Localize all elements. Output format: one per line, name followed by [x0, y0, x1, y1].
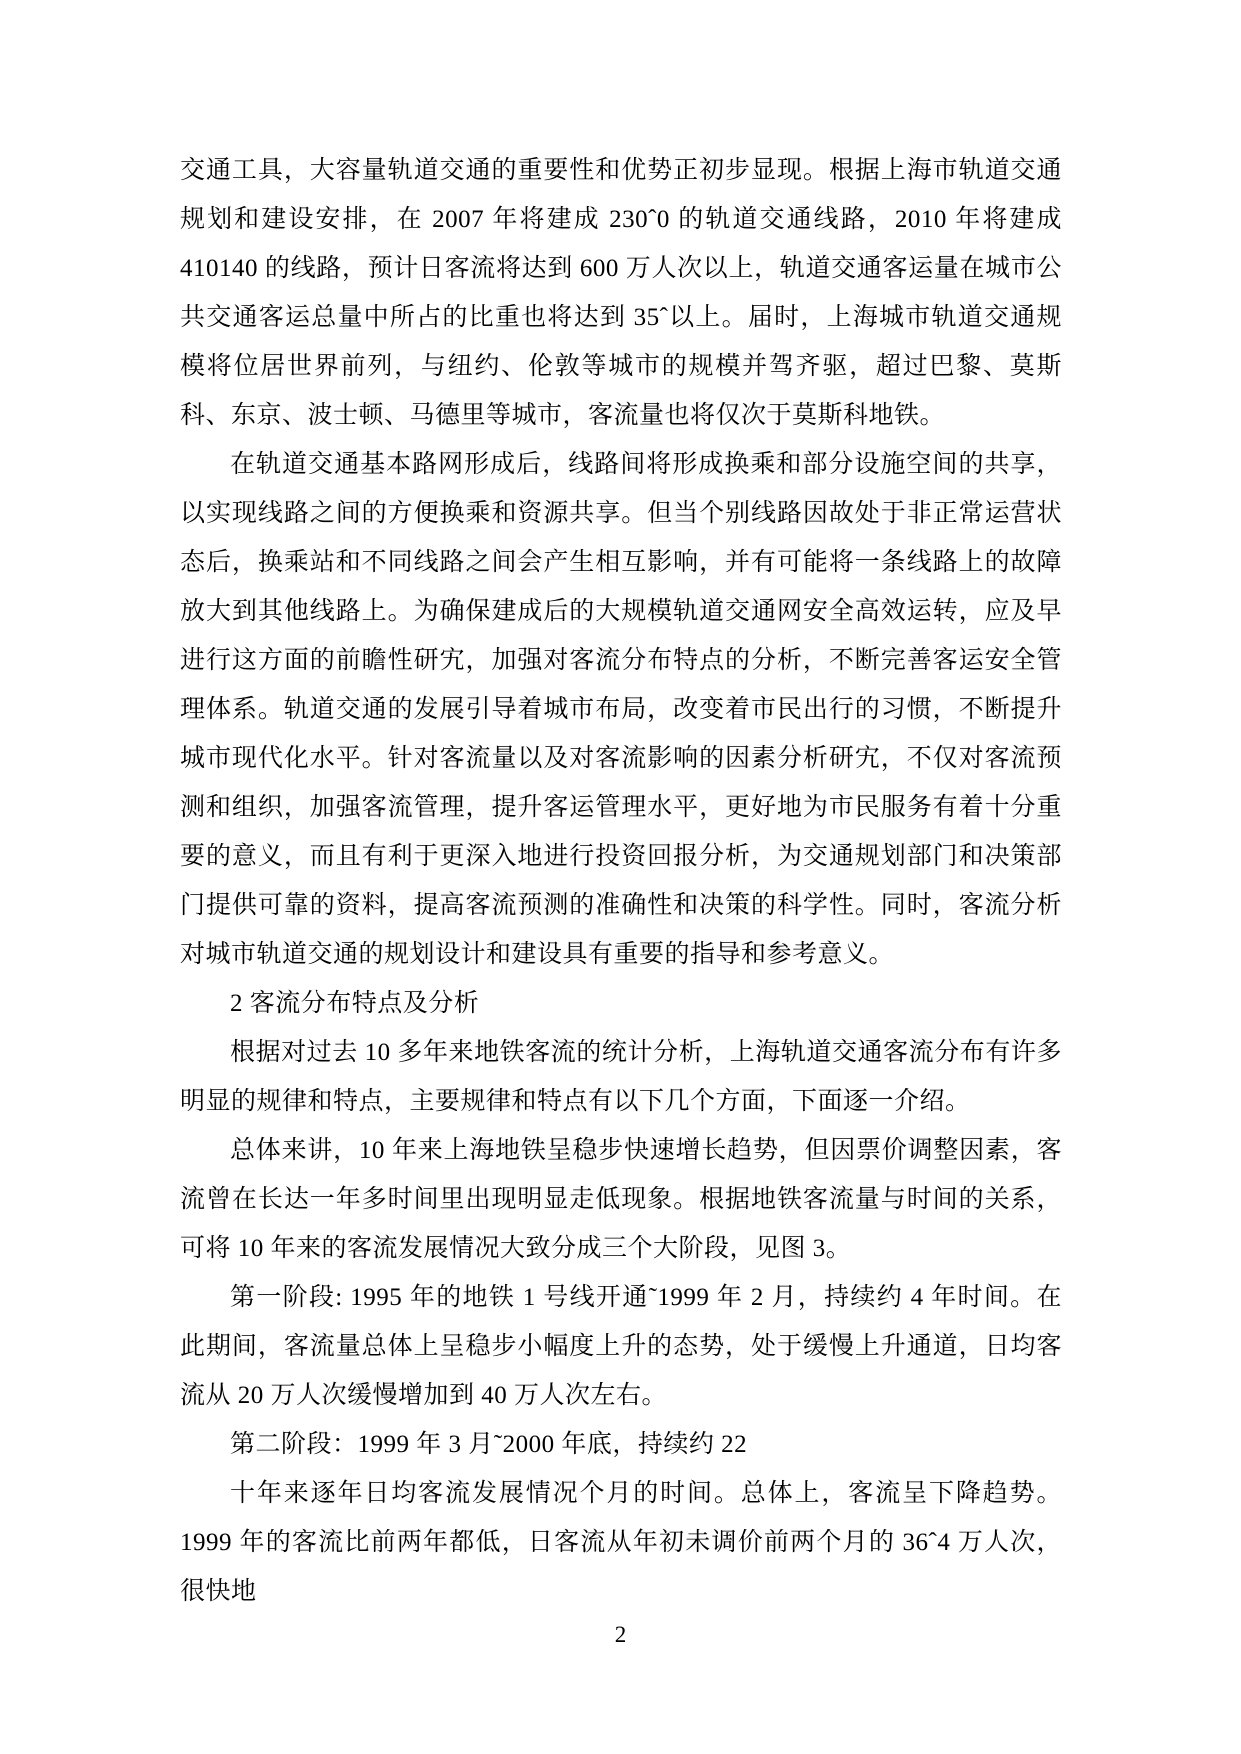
paragraph-stage-two-detail: 十年来逐年日均客流发展情况个月的时间。总体上，客流呈下降趋势。1999 年的客流比前两年都低，日客流从年初未调价前两个月的 36ˆ4 万人次，很快地 [180, 1480, 1062, 1605]
section-heading: 2 客流分布特点及分析 [230, 990, 480, 1017]
paragraph-stage-one: 第一阶段: 1995 年的地铁 1 号线开通˜1999 年 2 月，持续约 4 年时间。在此期间，客流量总体上呈稳步小幅度上升的态势，处于缓慢上升通道，日均客流从 20 万人次缓慢增加到 40 万人次左右。 [180, 1284, 1062, 1409]
page-number: 2 [614, 1622, 627, 1647]
paragraph-stage-two: 第二阶段：1999 年 3 月˜2000 年底，持续约 22 [230, 1431, 748, 1458]
paragraph-network-sharing: 在轨道交通基本路网形成后，线路间将形成换乘和部分设施空间的共享，以实现线路之间的方便换乘和资源共享。但当个别线路因故处于非正常运营状态后，换乘站和不同线路之间会产生相互影响，并有可能将一条线路上的故障放大到其他线路上。为确保建成后的大规模轨道交通网安全高效运转，应及早进行这方面的前瞻性研宄，加强对客流分布特点的分析，不断完善客运安全管理体系。轨道交通的发展引导着城市布局，改变着市民出行的习惯，不断提升城市现代化水平。针对客流量以及对客流影响的因素分析研宄，不仅对客流预测和组织，加强客流管理，提升客运管理水平，更好地为市民服务有着十分重要的意义，而且有利于更深入地进行投资回报分析，为交通规划部门和决策部门提供可靠的资料，提高客流预测的准确性和决策的科学性。同时，客流分析对城市轨道交通的规划设计和建设具有重要的指导和参考意义。 [180, 451, 1062, 968]
document-body [180, 146, 1062, 1616]
paragraph-statistics-intro: 根据对过去 10 多年来地铁客流的统计分析，上海轨道交通客流分布有许多明显的规律和特点，主要规律和特点有以下几个方面，下面逐一介绍。 [180, 1039, 1062, 1115]
paragraph-continuation: 交通工具，大容量轨道交通的重要性和优势正初步显现。根据上海市轨道交通规划和建设安排，在 2007 年将建成 230ˆ0 的轨道交通线路，2010 年将建成 410140 的线路，预计日客流将达到 600 万人次以上，轨道交通客运量在城市公共交通客运总量中所占的比重也将达到 35ˆ以上。届时，上海城市轨道交通规模将位居世界前列，与纽约、伦敦等城市的规模并驾齐驱，超过巴黎、莫斯科、东京、波士顿、马德里等城市，客流量也将仅次于莫斯科地铁。 [180, 157, 1062, 429]
paragraph-overall-trend: 总体来讲，10 年来上海地铁呈稳步快速增长趋势，但因票价调整因素，客流曾在长达一年多时间里出现明显走低现象。根据地铁客流量与时间的关系，可将 10 年来的客流发展情况大致分成三个大阶段，见图 3。 [180, 1137, 1062, 1262]
